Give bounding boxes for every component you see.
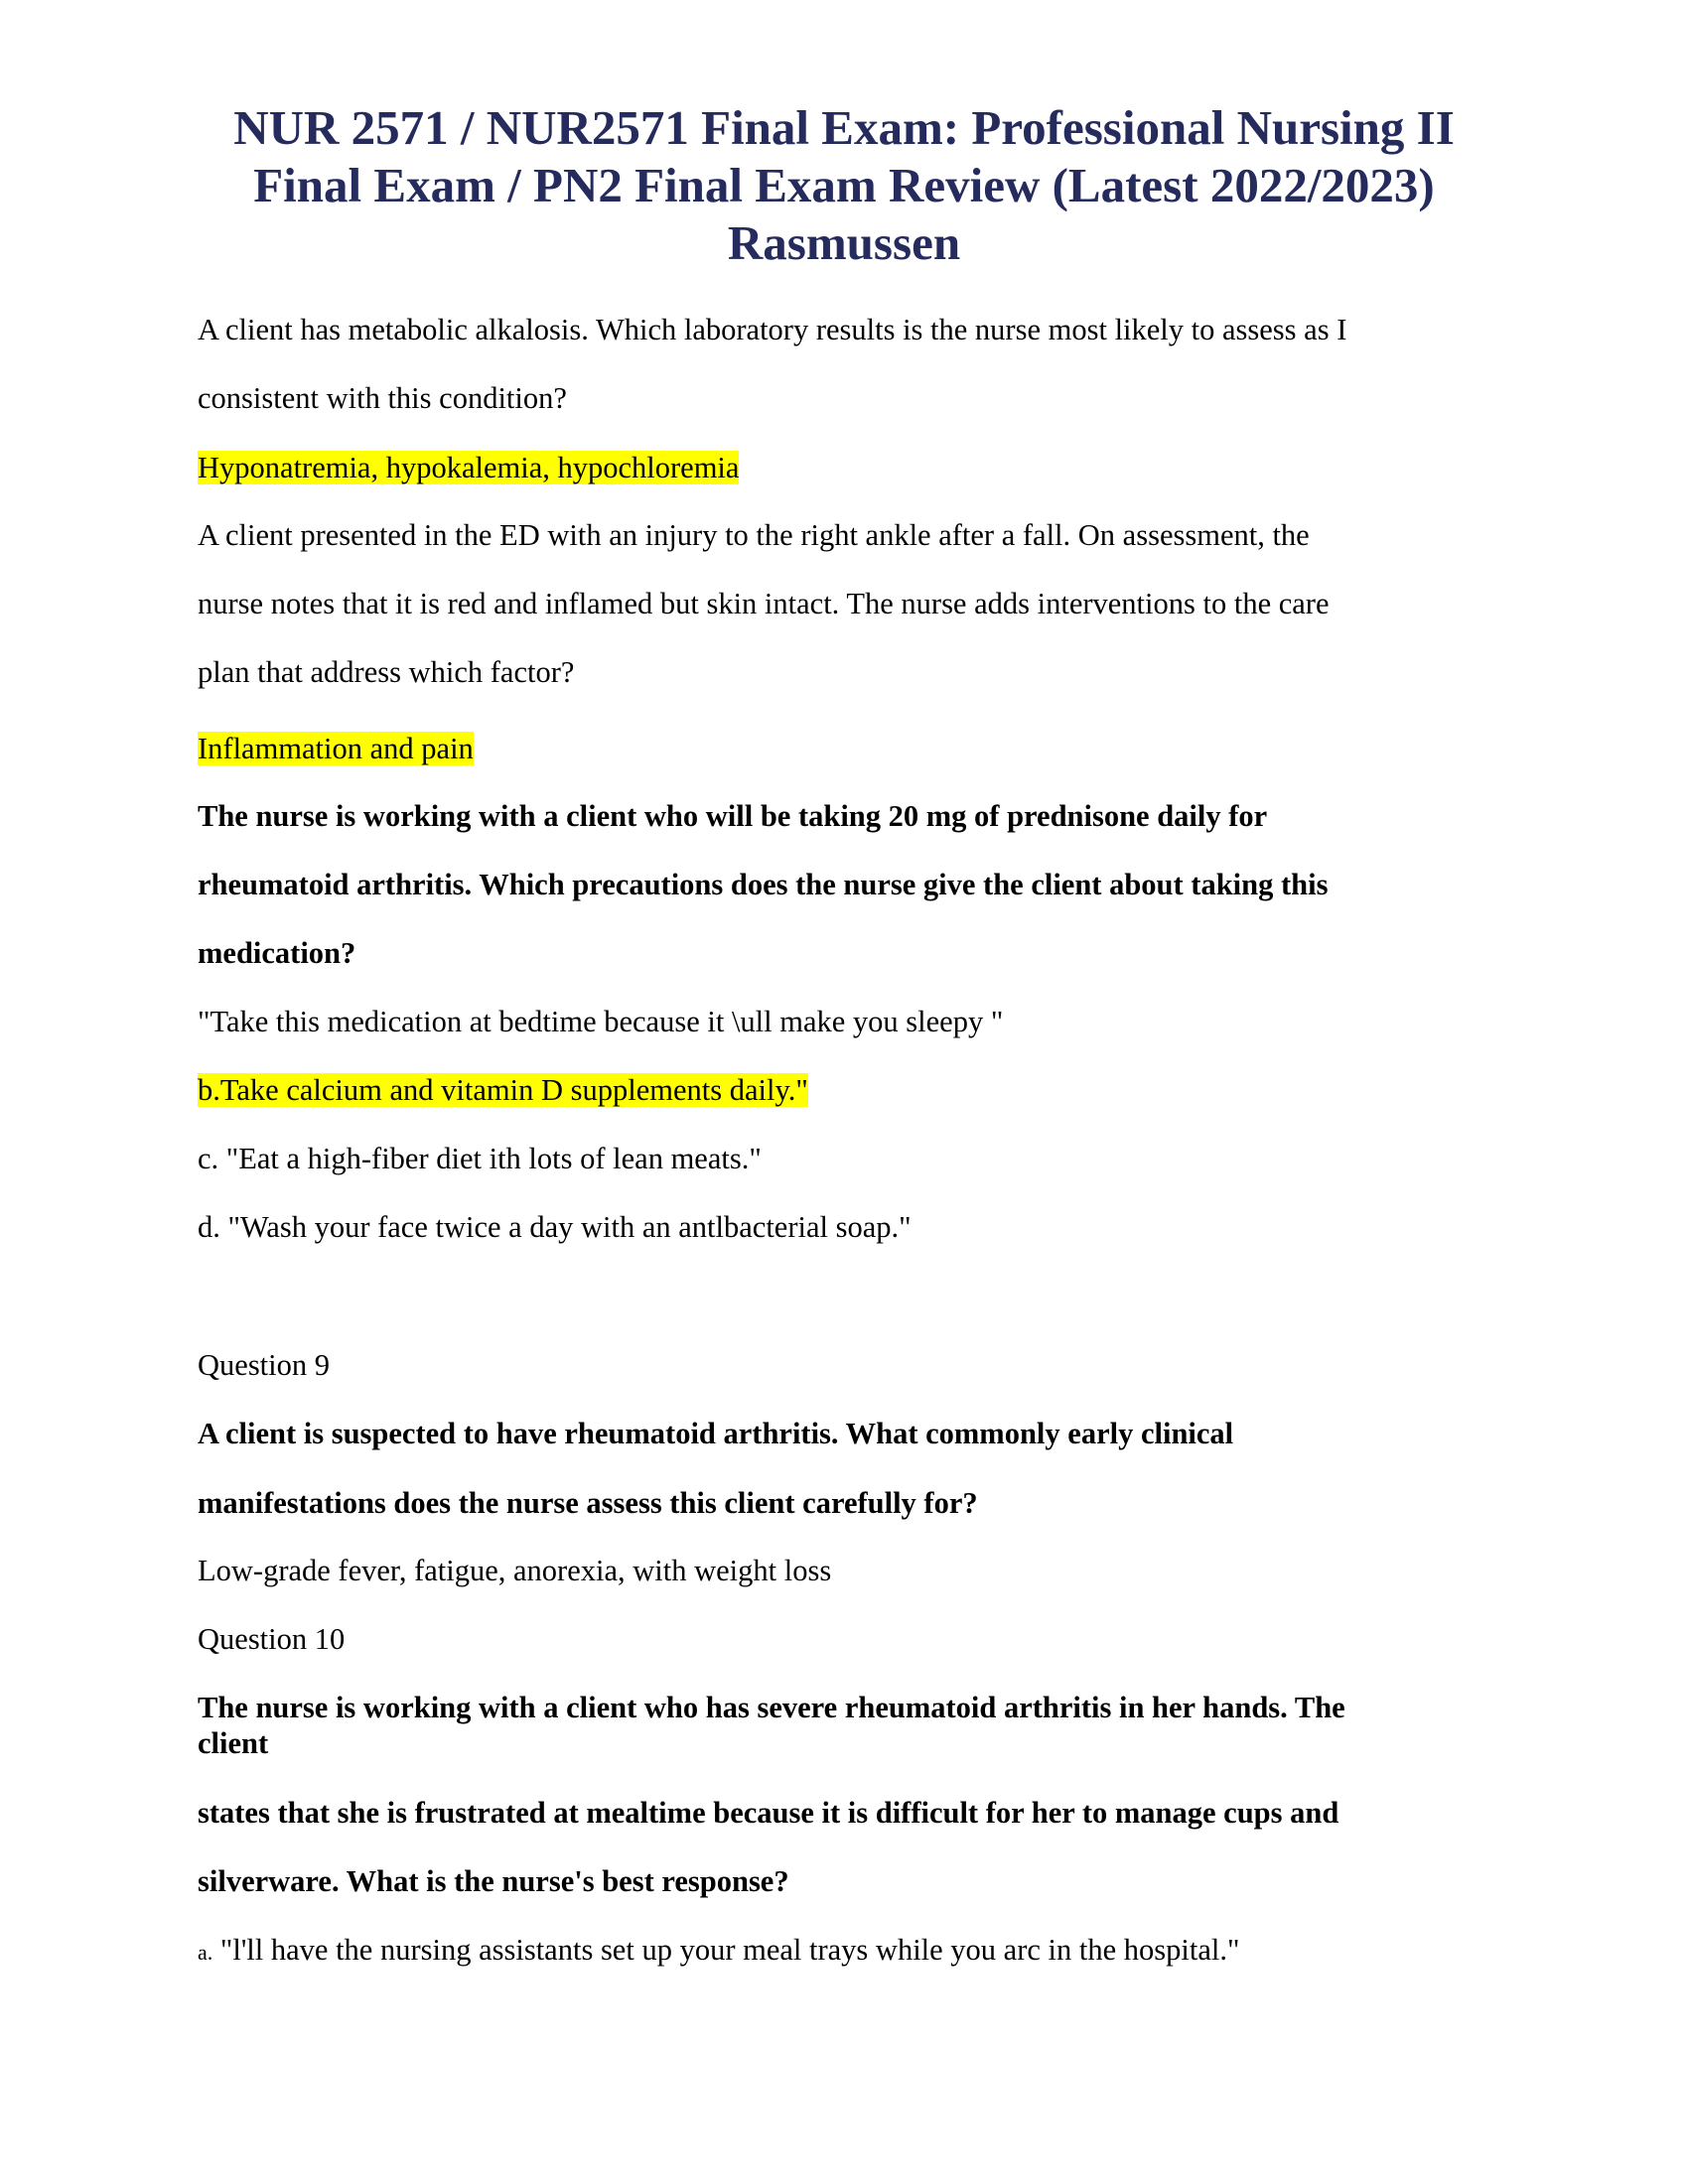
question-text: A client presented in the ED with an injury to the right ankle after a fall. On assessment, the bbox=[198, 518, 1310, 552]
question-text: consistent with this condition? bbox=[198, 381, 567, 415]
answer-line bbox=[198, 450, 739, 485]
question-text: silverware. What is the nurse's best response? bbox=[198, 1864, 789, 1898]
option-b bbox=[198, 1072, 808, 1108]
question-text: nurse notes that it is red and inflamed but skin intact. The nurse adds interventions to the care bbox=[198, 587, 1330, 620]
question-text: A client is suspected to have rheumatoid arthritis. What commonly early clinical bbox=[198, 1417, 1234, 1450]
question-text: medication? bbox=[198, 936, 356, 970]
question-text: manifestations does the nurse assess this client carefully for? bbox=[198, 1486, 978, 1520]
option-a bbox=[198, 1932, 1239, 1971]
highlighted-answer: Hyponatremia, hypokalemia, hypochloremia bbox=[198, 451, 740, 484]
question-text: A client has metabolic alkalosis. Which laboratory results is the nurse most likely to assess as I bbox=[198, 313, 1347, 346]
highlighted-answer: Inflammation and pain bbox=[198, 732, 474, 765]
question-text: client bbox=[198, 1726, 269, 1760]
question-text: plan that address which factor? bbox=[198, 655, 575, 689]
title-line-3: Rasmussen bbox=[727, 215, 961, 270]
question-label: Question 10 bbox=[198, 1622, 346, 1656]
option-a: "Take this medication at bedtime because it \ull make you sleepy " bbox=[198, 1005, 1004, 1038]
title-line-2: Final Exam / PN2 Final Exam Review (Latest 2022/2023) bbox=[253, 158, 1435, 212]
question-text: The nurse is working with a client who has severe rheumatoid arthritis in her hands. The bbox=[198, 1691, 1345, 1724]
question-text: rheumatoid arthritis. Which precautions does the nurse give the client about taking this bbox=[198, 868, 1329, 901]
option-c: c. "Eat a high-fiber diet ith lots of lean meats." bbox=[198, 1142, 762, 1175]
highlighted-answer: b.Take calcium and vitamin D supplements daily." bbox=[198, 1073, 808, 1107]
question-text: states that she is frustrated at mealtime because it is difficult for her to manage cups and bbox=[198, 1796, 1339, 1830]
answer-text: Low-grade fever, fatigue, anorexia, with weight loss bbox=[198, 1554, 832, 1587]
question-text: The nurse is working with a client who will be taking 20 mg of prednisone daily for bbox=[198, 799, 1268, 833]
answer-line bbox=[198, 731, 474, 766]
option-text: "l'll have the nursing assistants set up your meal trays while you arc in the hospital." bbox=[212, 1933, 1240, 1967]
question-label: Question 9 bbox=[198, 1348, 331, 1382]
option-prefix: a. bbox=[198, 1940, 213, 1965]
title-line-1: NUR 2571 / NUR2571 Final Exam: Professional Nursing II bbox=[233, 100, 1455, 155]
document-title bbox=[0, 99, 1688, 272]
option-d: d. "Wash your face twice a day with an antlbacterial soap." bbox=[198, 1210, 912, 1244]
